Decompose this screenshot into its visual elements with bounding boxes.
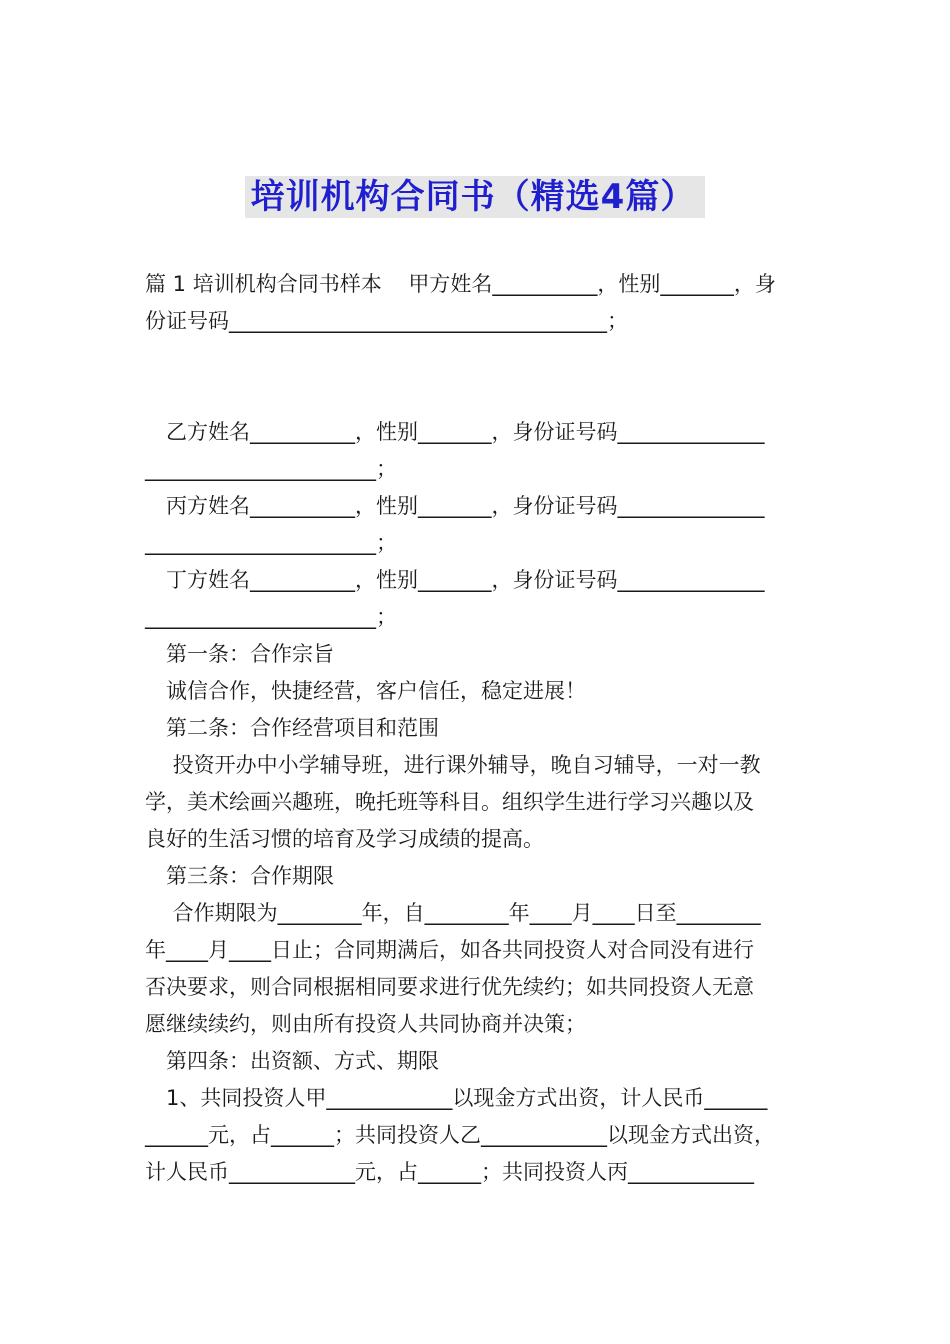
- paragraph-line: ______元，占______；共同投资人乙____________以现金方式出资，: [145, 1123, 775, 1147]
- paragraph-line: 份证号码____________________________________；: [145, 309, 628, 333]
- document-title: 培训机构合同书（精选4篇）: [245, 176, 706, 218]
- paragraph-line: 乙方姓名__________，性别_______，身份证号码______________: [166, 420, 765, 444]
- paragraph-line: 丁方姓名__________，性别_______，身份证号码______________: [166, 568, 765, 592]
- paragraph-line: 学，美术绘画兴趣班，晚托班等科目。组织学生进行学习兴趣以及: [145, 790, 754, 814]
- article-heading: 第一条：合作宗旨: [166, 642, 334, 666]
- paragraph-line: 投资开办中小学辅导班，进行课外辅导，晚自习辅导，一对一教: [166, 753, 761, 777]
- document-body: [145, 266, 810, 1191]
- article-heading: 第四条：出资额、方式、期限: [166, 1049, 439, 1073]
- paragraph-line: 良好的生活习惯的培育及学习成绩的提高。: [145, 827, 544, 851]
- title-area: [0, 176, 950, 218]
- article-heading: 第二条：合作经营项目和范围: [166, 716, 439, 740]
- paragraph-line: 年____月____日止；合同期满后，如各共同投资人对合同没有进行: [145, 938, 754, 962]
- paragraph-line: 愿继续续约，则由所有投资人共同协商并决策；: [145, 1012, 586, 1036]
- paragraph-line: 1、共同投资人甲____________以现金方式出资，计人民币______: [166, 1086, 768, 1110]
- paragraph-line: 丙方姓名__________，性别_______，身份证号码______________: [166, 494, 765, 518]
- paragraph-line: 篇 1 培训机构合同书样本 甲方姓名__________，性别_______，身: [145, 272, 776, 296]
- paragraph-line: ______________________；: [145, 605, 397, 629]
- paragraph-line: 诚信合作，快捷经营，客户信任，稳定进展！: [166, 679, 586, 703]
- paragraph-line: 计人民币____________元，占______；共同投资人丙____________: [145, 1160, 754, 1184]
- paragraph-line: 合作期限为________年，自________年____月____日至________: [166, 901, 761, 925]
- paragraph-line: 否决要求，则合同根据相同要求进行优先续约；如共同投资人无意: [145, 975, 754, 999]
- paragraph-line: ______________________；: [145, 531, 397, 555]
- blank-space: [145, 340, 810, 414]
- article-heading: 第三条：合作期限: [166, 864, 334, 888]
- paragraph-line: ______________________；: [145, 457, 397, 481]
